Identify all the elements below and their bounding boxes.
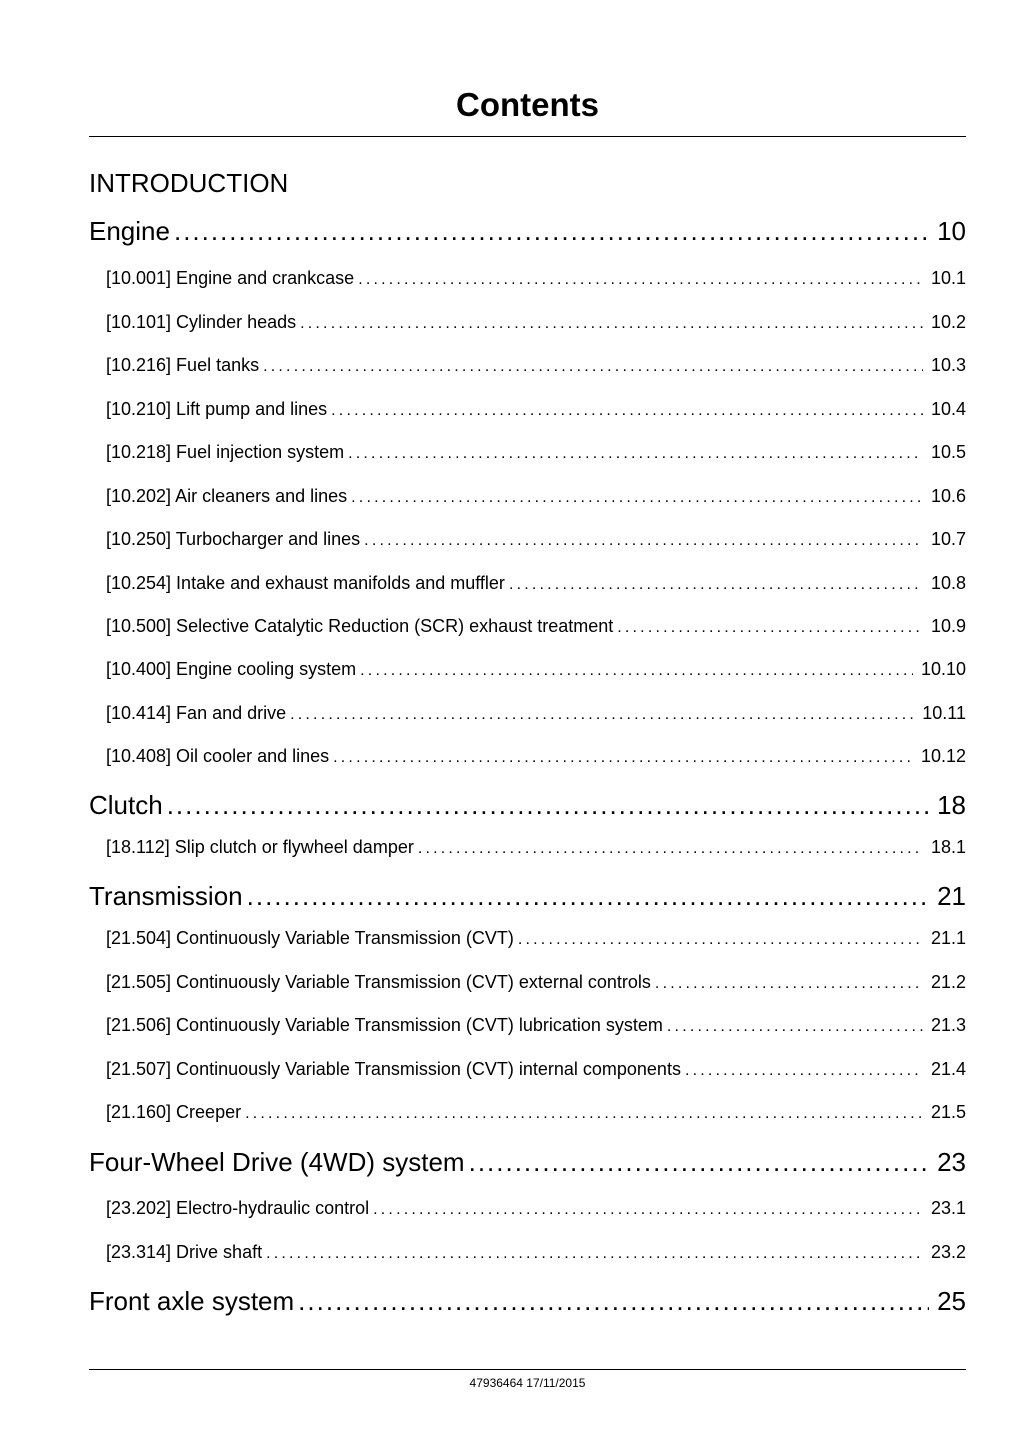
toc-entry-page: 10.11 xyxy=(922,703,966,723)
toc-leader-dots xyxy=(418,840,923,858)
toc-entry[interactable] xyxy=(106,1015,966,1036)
toc-entry-page: 10.5 xyxy=(930,442,966,462)
toc-entry-page: 10.1 xyxy=(930,268,966,288)
toc-entry[interactable] xyxy=(106,1059,966,1080)
footer-doc-id: 47936464 17/11/2015 xyxy=(469,1376,586,1390)
toc-entry-label: [10.414] Fan and drive xyxy=(106,703,287,723)
toc-entry-label: [21.506] Continuously Variable Transmission (CVT) lubrication system xyxy=(106,1015,663,1035)
toc-entry-label: [21.507] Continuously Variable Transmission (CVT) internal components xyxy=(106,1059,681,1079)
toc-entry-label: Clutch xyxy=(89,790,163,820)
footer-divider xyxy=(89,1369,966,1370)
toc-entry-front-axle-system[interactable] xyxy=(89,1286,966,1317)
toc-entry-page: 23.1 xyxy=(930,1198,966,1218)
toc-entry-page: 21.3 xyxy=(930,1015,966,1035)
toc-entry-page: 21.2 xyxy=(930,972,966,992)
toc-entry[interactable] xyxy=(106,703,966,724)
toc-leader-dots xyxy=(245,1105,923,1123)
toc-entry[interactable] xyxy=(106,268,966,289)
toc-entry-label: [10.101] Cylinder heads xyxy=(106,312,297,332)
toc-entry-label: Four-Wheel Drive (4WD) system xyxy=(89,1147,465,1177)
toc-leader-dots xyxy=(348,445,923,463)
toc-entry[interactable] xyxy=(106,616,966,637)
toc-entry-label: [21.505] Continuously Variable Transmission (CVT) external controls xyxy=(106,972,651,992)
toc-entry-page: 21.5 xyxy=(930,1102,966,1122)
toc-entry[interactable] xyxy=(106,972,966,993)
toc-leader-dots xyxy=(469,1147,929,1178)
toc-entry-engine[interactable] xyxy=(89,216,966,247)
toc-entry[interactable] xyxy=(106,837,966,858)
toc-entry-page: 10.6 xyxy=(930,486,966,506)
toc-entry-page: 10.4 xyxy=(930,399,966,419)
toc-leader-dots xyxy=(290,706,914,724)
toc-leader-dots xyxy=(685,1062,923,1080)
toc-entry[interactable] xyxy=(106,659,966,680)
toc-entry-page: 18.1 xyxy=(930,837,966,857)
toc-entry-label: Transmission xyxy=(89,881,243,911)
toc-entry[interactable] xyxy=(106,399,966,420)
toc-leader-dots xyxy=(247,881,929,912)
toc-entry[interactable] xyxy=(106,1198,966,1219)
toc-entry-label: [18.112] Slip clutch or flywheel damper xyxy=(106,837,414,857)
toc-leader-dots xyxy=(617,619,923,637)
toc-entry[interactable] xyxy=(106,529,966,550)
toc-entry-label: [23.202] Electro-hydraulic control xyxy=(106,1198,370,1218)
toc-entry[interactable] xyxy=(106,355,966,376)
toc-leader-dots xyxy=(333,749,913,767)
toc-entry-page: 10.9 xyxy=(930,616,966,636)
toc-leader-dots xyxy=(518,931,923,949)
toc-leader-dots xyxy=(174,216,929,247)
toc-entry-page: 10.2 xyxy=(930,312,966,332)
toc-leader-dots xyxy=(331,402,923,420)
toc-entry[interactable] xyxy=(106,1102,966,1123)
toc-entry-page: 23 xyxy=(937,1147,966,1177)
toc-entry-label: [10.400] Engine cooling system xyxy=(106,659,357,679)
toc-entry-page: 10.12 xyxy=(920,746,966,766)
toc-entry[interactable] xyxy=(106,746,966,767)
toc-entry-page: 25 xyxy=(937,1286,966,1316)
toc-leader-dots xyxy=(360,662,913,680)
toc-entry-transmission[interactable] xyxy=(89,881,966,912)
toc-entry-label: [23.314] Drive shaft xyxy=(106,1242,263,1262)
toc-entry-page: 23.2 xyxy=(930,1242,966,1262)
toc-entry-label: Front axle system xyxy=(89,1286,295,1316)
toc-entry-label: Engine xyxy=(89,216,170,246)
toc-entry-page: 21.4 xyxy=(930,1059,966,1079)
toc-leader-dots xyxy=(667,1018,923,1036)
toc-leader-dots xyxy=(655,975,923,993)
toc-entry[interactable] xyxy=(106,1242,966,1263)
toc-entry-page: 10.3 xyxy=(930,355,966,375)
toc-entry-label: [10.210] Lift pump and lines xyxy=(106,399,328,419)
toc-leader-dots xyxy=(351,489,923,507)
toc-entry-page: 18 xyxy=(937,790,966,820)
toc-intro-heading: INTRODUCTION xyxy=(89,168,289,198)
toc-leader-dots xyxy=(263,358,923,376)
toc-entry[interactable] xyxy=(106,573,966,594)
toc-entry[interactable] xyxy=(106,928,966,949)
toc-entry-label: [10.001] Engine and crankcase xyxy=(106,268,355,288)
toc-entry-label: [10.408] Oil cooler and lines xyxy=(106,746,330,766)
toc-leader-dots xyxy=(373,1201,923,1219)
toc-entry[interactable] xyxy=(106,486,966,507)
toc-entry[interactable] xyxy=(106,312,966,333)
toc-entry-page: 21.1 xyxy=(930,928,966,948)
toc-entry-page: 10.8 xyxy=(930,573,966,593)
toc-entry-page: 10 xyxy=(937,216,966,246)
toc-entry-label: [21.504] Continuously Variable Transmission (CVT) xyxy=(106,928,514,948)
toc-leader-dots xyxy=(298,1286,929,1317)
toc-leader-dots xyxy=(364,532,923,550)
toc-entry-clutch[interactable] xyxy=(89,790,966,821)
toc-entry-page: 10.7 xyxy=(930,529,966,549)
toc-entry-4wd-system[interactable] xyxy=(89,1147,966,1178)
toc-entry[interactable] xyxy=(106,442,966,463)
toc-entry-label: [10.250] Turbocharger and lines xyxy=(106,529,361,549)
toc-entry-label: [10.254] Intake and exhaust manifolds and muffler xyxy=(106,573,505,593)
toc-leader-dots xyxy=(300,315,923,333)
toc-leader-dots xyxy=(358,271,923,289)
toc-entry-page: 10.10 xyxy=(920,659,966,679)
toc-entry-label: [10.202] Air cleaners and lines xyxy=(106,486,348,506)
toc-leader-dots xyxy=(509,576,923,594)
toc-entry-label: [10.500] Selective Catalytic Reduction (SCR) exhaust treatment xyxy=(106,616,614,636)
toc-leader-dots xyxy=(167,790,929,821)
toc-entry-page: 21 xyxy=(937,881,966,911)
title-divider xyxy=(89,136,966,137)
toc-entry-label: [10.216] Fuel tanks xyxy=(106,355,260,375)
toc-entry-label: [21.160] Creeper xyxy=(106,1102,242,1122)
toc-entry-label: [10.218] Fuel injection system xyxy=(106,442,345,462)
toc-leader-dots xyxy=(266,1245,923,1263)
page-title: Contents xyxy=(456,86,599,123)
